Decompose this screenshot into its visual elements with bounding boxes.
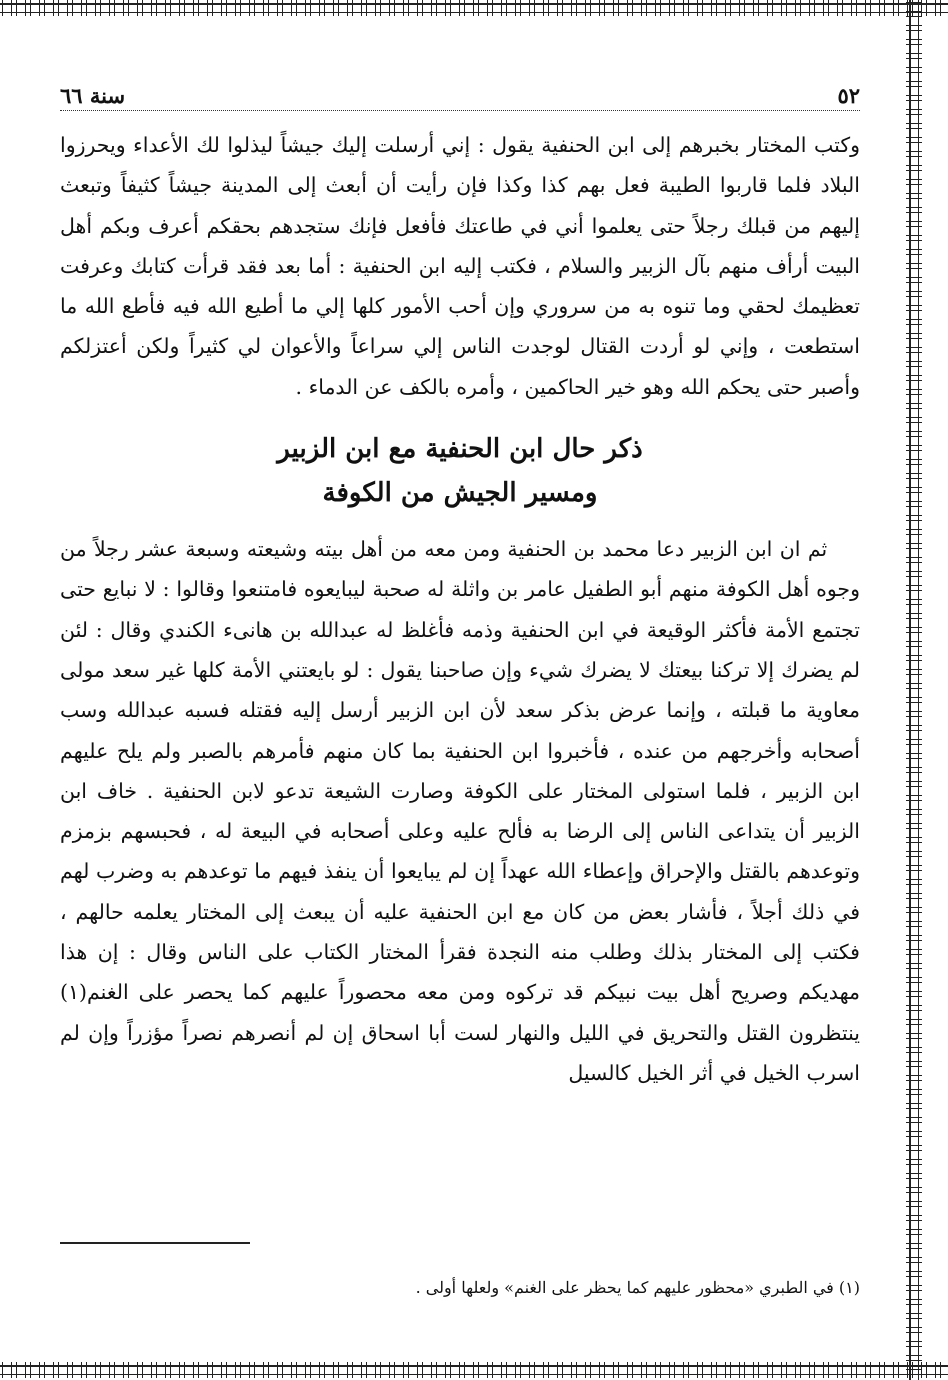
- footnote-divider: [60, 1242, 250, 1244]
- page-number: ٥٢: [837, 83, 860, 108]
- running-header: [60, 78, 860, 111]
- year-label: سنة ٦٦: [60, 83, 126, 108]
- heading-line-2: ومسير الجيش من الكوفة: [322, 478, 598, 509]
- section-heading: [60, 427, 860, 515]
- decorative-bottom-border: [0, 1362, 948, 1378]
- paragraph-body: ثم ان ابن الزبير دعا محمد بن الحنفية ومن معه من أهل بيته وشيعته وسبعة عشر رجلاً من وجوه أهل الكوفة منهم أبو الطفيل عامر بن واثلة له صحبة ليبايعوه فامتنعوا وقالوا : لا نبايع حتى تجتمع الأمة فأكثر الوقيعة في ابن الحنفية وذمه فأغلظ له عبدالله بن هانىء الكندي وقال : لئن لم يضرك إلا تركنا بيعتك لا يضرك شيء وإن صاحبنا يقول : لو بايعتني الأمة كلها غير سعد مولى معاوية ما قبلته ، وإنما عرض بذكر سعد لأن ابن الزبير أرسل إليه فقتله فسبه عبدالله وسب أصحابه وأخرجهم من عنده ، فأخبروا ابن الحنفية بما كان منهم فأمرهم بالصبر ولم يلح عليهم ابن الزبير ، فلما استولى المختار على الكوفة وصارت الشيعة تدعو لابن الحنفية . خاف ابن الزبير أن يتداعى الناس إلى الرضا به فألح عليه وعلى أصحابه في البيعة له ، فحبسهم بزمزم وتوعدهم بالقتل والإحراق وإعطاء الله عهداً إن لم يبايعوا أن ينفذ فيهم ما توعدهم به وضرب لهم في ذلك أجلاً ، فأشار بعض من كان مع ابن الحنفية عليه أن يبعث إلى المختار يعلمه حالهم ، فكتب إلى المختار بذلك وطلب منه النجدة فقرأ المختار الكتاب على الناس وقال : إن هذا مهديكم وصريح أهل بيت نبيكم قد تركوه ومن معه محصوراً عليهم كما يحصر على الغنم(١) ينتظرون القتل والتحريق في الليل والنهار لست أبا اسحاق إن لم أنصرهم نصراً مؤزراً وإن لم اسرب الخيل في أثر الخيل كالسيل: [60, 537, 860, 1085]
- decorative-right-border: [906, 0, 922, 1380]
- heading-line-1: ذكر حال ابن الحنفية مع ابن الزبير: [277, 434, 643, 465]
- page-content: [60, 78, 860, 1093]
- footnote: (١) في الطبري «محظور عليهم كما يحظر على الغنم» ولعلها أولى .: [415, 1278, 860, 1297]
- paragraph-top: وكتب المختار بخبرهم إلى ابن الحنفية يقول : إني أرسلت إليك جيشاً ليذلوا لك الأعداء ويحرزوا البلاد فلما قاربوا الطيبة فعل بهم كذا وكذا فإن رأيت أن أبعث إلى المدينة جيشاً كثيفاً وتبعث إليهم من قبلك رجلاً حتى يعلموا أني في طاعتك فأفعل فإنك ستجدهم بحقكم أعرف وبكم أهل البيت أرأف منهم بآل الزبير والسلام ، فكتب إليه ابن الحنفية : أما بعد فقد قرأت كتابك وعرفت تعظيمك لحقي وما تنوه به من سروري وإن أحب الأمور كلها إلي ما أطيع الله فيه فأطع الله ما استطعت ، وإني لو أردت القتال لوجدت الناس إلي سراعاً والأعوان لي كثيراً ولكن أعتزلكم وأصبر حتى يحكم الله وهو خير الحاكمين ، وأمره بالكف عن الدماء .: [60, 133, 860, 399]
- decorative-top-border: [0, 0, 948, 16]
